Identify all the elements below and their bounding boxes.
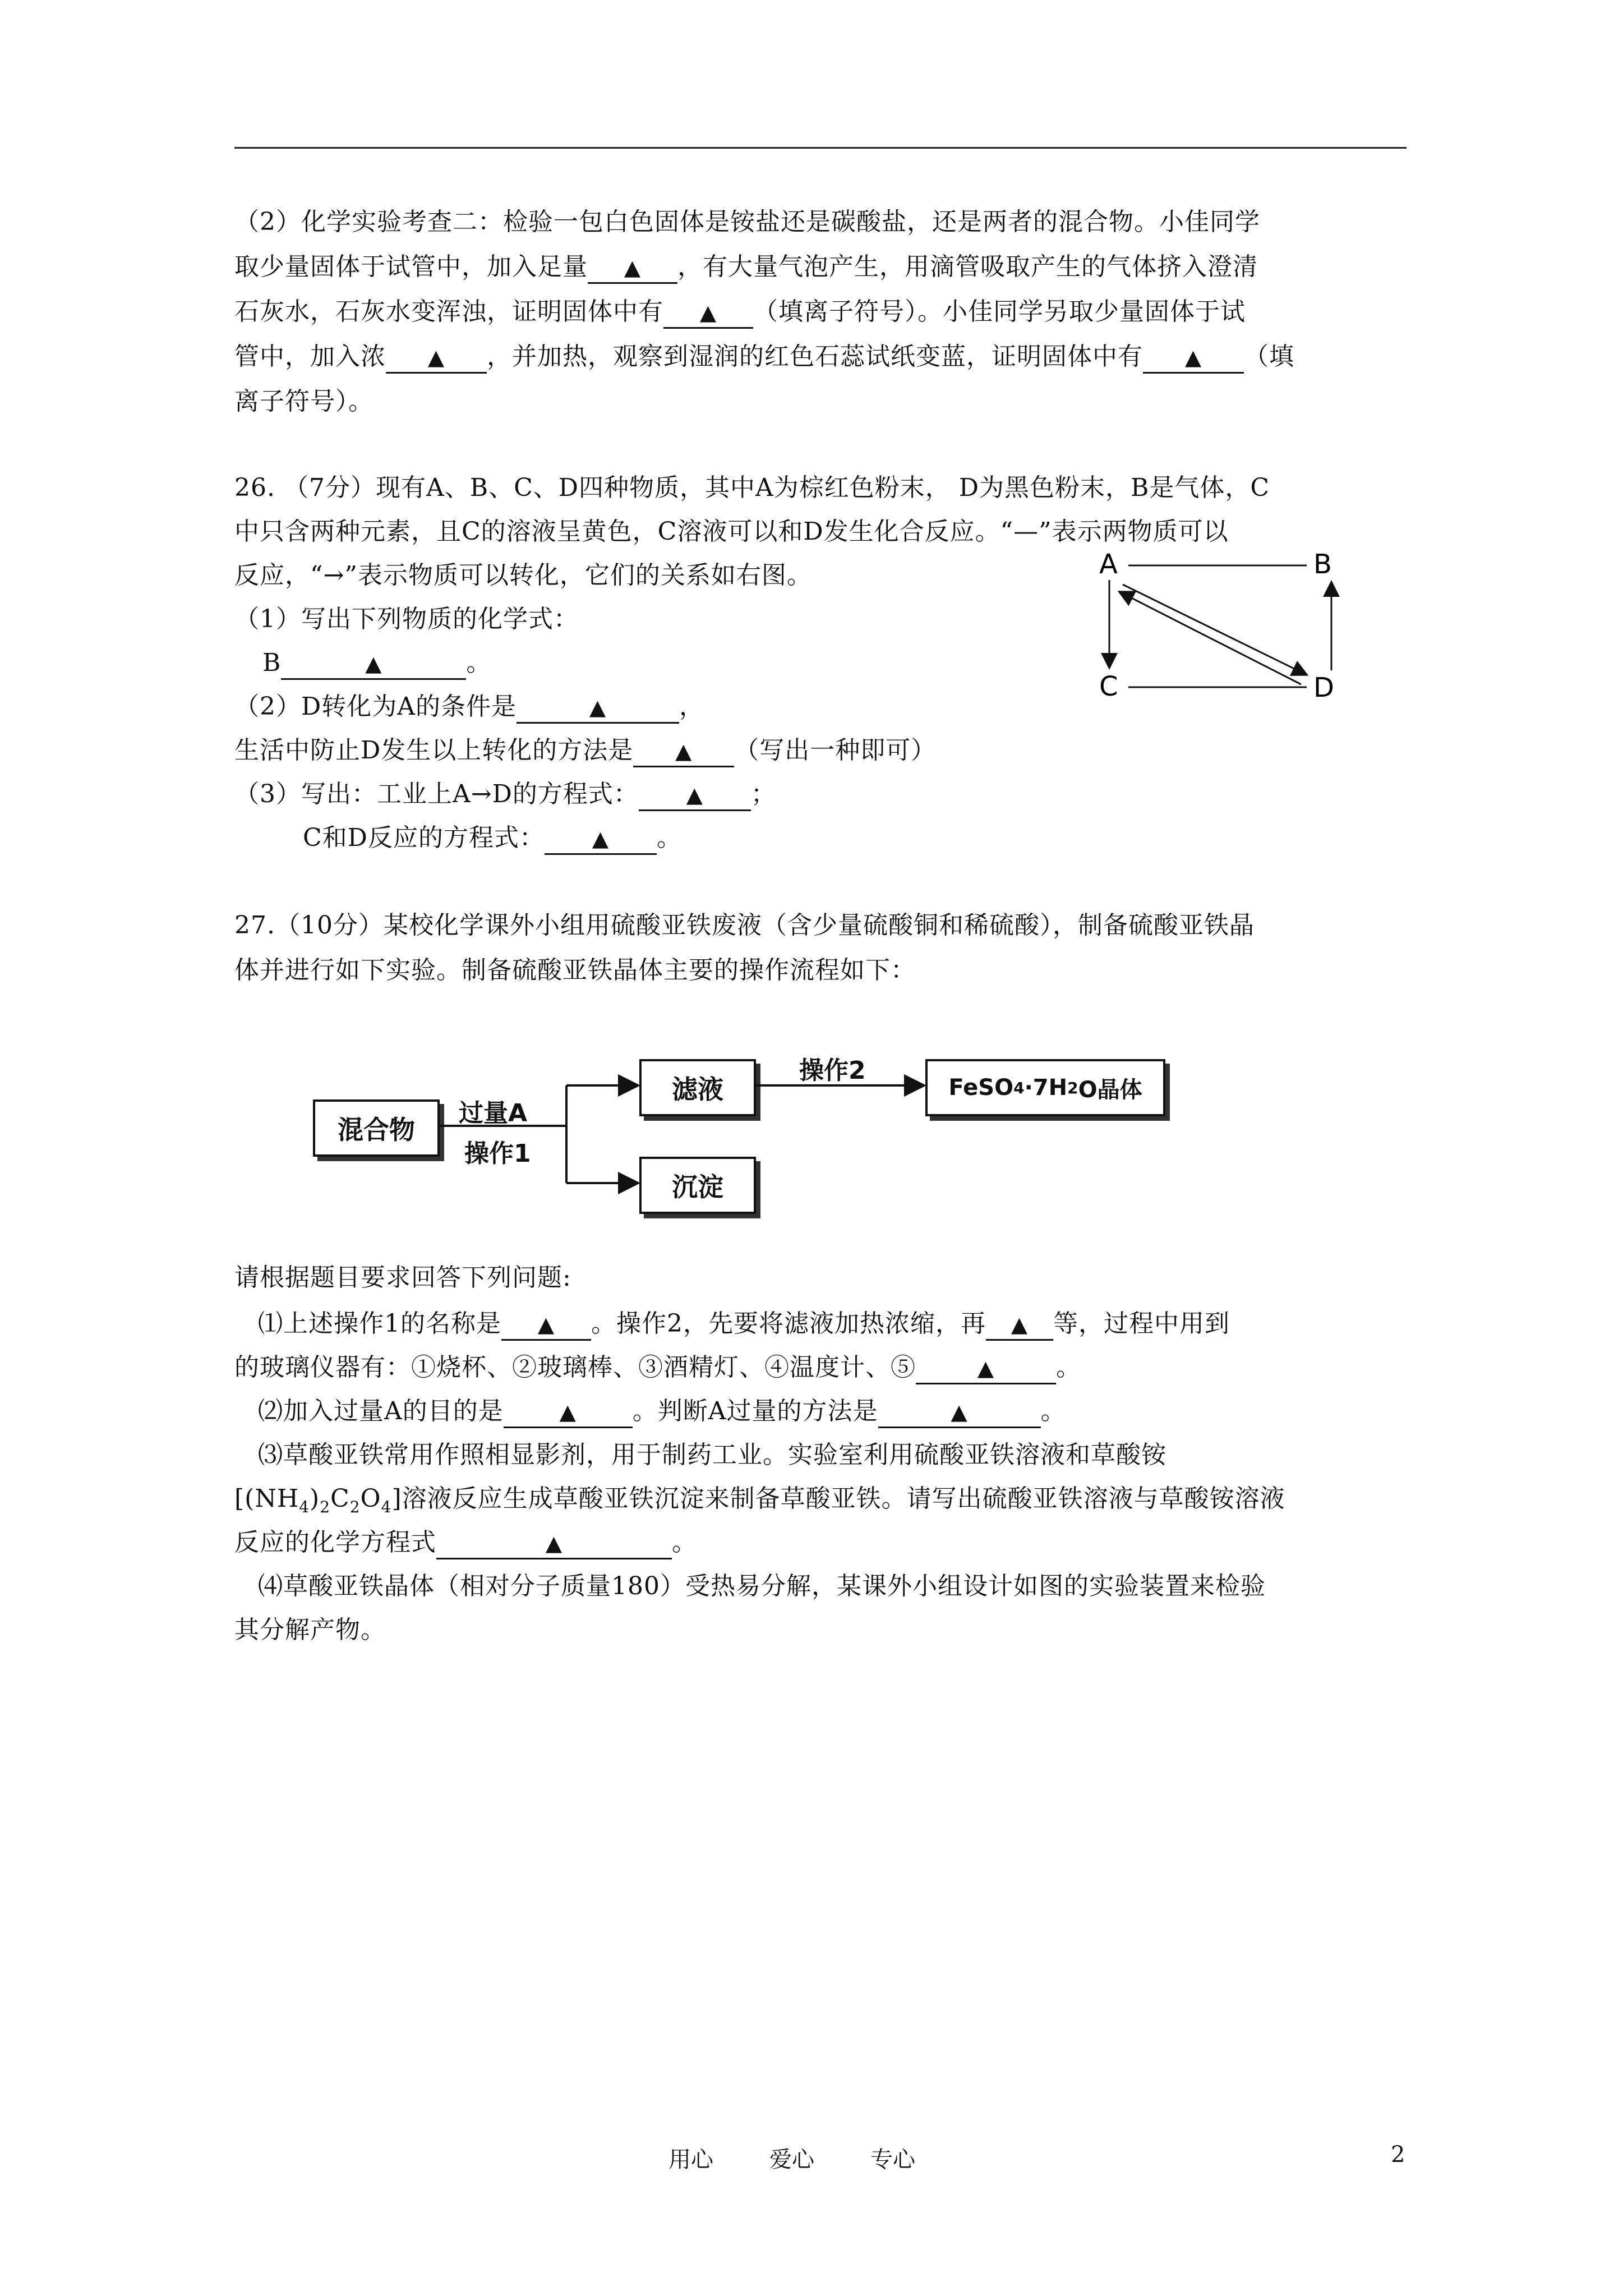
label-op1: 操作1 bbox=[464, 1139, 531, 1168]
answer-blank[interactable]: ▲ bbox=[386, 342, 487, 374]
label-op2: 操作2 bbox=[799, 1056, 866, 1085]
q26-line-5: B ▲ 。 bbox=[262, 646, 491, 680]
label-excess-a: 过量A bbox=[459, 1099, 528, 1128]
node-c: C bbox=[1099, 671, 1118, 702]
footer-word-1: 用心 bbox=[668, 2147, 713, 2173]
q27-p4-line-2: 其分解产物。 bbox=[234, 1616, 386, 1644]
answer-blank[interactable]: ▲ bbox=[663, 297, 753, 329]
answer-blank[interactable]: ▲ bbox=[588, 252, 677, 284]
q27-p1-line-2: 的玻璃仪器有：①烧杯、②玻璃棒、③酒精灯、④温度计、⑤ ▲ 。 bbox=[234, 1351, 1081, 1384]
node-a: A bbox=[1099, 549, 1118, 580]
page-number: 2 bbox=[1391, 2142, 1405, 2168]
q27-p1-line-1: ⑴上述操作1的名称是 ▲ 。操作2，先要将滤液加热浓缩，再 ▲ 等，过程中用到 bbox=[258, 1307, 1230, 1341]
q26-line-7: 生活中防止D发生以上转化的方法是 ▲ （写出一种即可） bbox=[234, 734, 936, 767]
q25-2-line-2: 取少量固体于试管中，加入足量 ▲ ，有大量气泡产生，用滴管吸取产生的气体挤入澄清 bbox=[234, 250, 1258, 284]
q27-line-2: 体并进行如下实验。制备硫酸亚铁晶体主要的操作流程如下： bbox=[234, 956, 916, 984]
q26-line-3: 反应，“→”表示物质可以转化，它们的关系如右图。 bbox=[234, 561, 812, 590]
q25-2-line-1: （2）化学实验考查二：检验一包白色固体是铵盐还是碳酸盐，还是两者的混合物。小佳同学 bbox=[234, 208, 1260, 236]
q26-line-9: C和D反应的方程式： ▲ 。 bbox=[303, 821, 682, 855]
answer-blank[interactable]: ▲ bbox=[916, 1353, 1056, 1384]
answer-blank[interactable]: ▲ bbox=[633, 736, 734, 767]
footer-word-3: 专心 bbox=[870, 2147, 915, 2173]
answer-blank[interactable]: ▲ bbox=[436, 1528, 672, 1559]
q26-line-6: （2）D转化为A的条件是 ▲ ， bbox=[234, 690, 704, 724]
footer-word-2: 爱心 bbox=[769, 2147, 814, 2173]
answer-blank[interactable]: ▲ bbox=[501, 1309, 591, 1341]
box-product: FeSO 4 ·7H 2 O晶体 bbox=[925, 1059, 1165, 1116]
answer-blank[interactable]: ▲ bbox=[986, 1309, 1053, 1341]
q25-2-line-4: 管中，加入浓 ▲ ，并加热，观察到湿润的红色石蕊试纸变蓝，证明固体中有 ▲ （填 bbox=[234, 340, 1294, 374]
q27-p4-line-1: ⑷草酸亚铁晶体（相对分子质量180）受热易分解，某课外小组设计如图的实验装置来检验 bbox=[258, 1572, 1266, 1600]
answer-blank[interactable]: ▲ bbox=[504, 1397, 633, 1428]
q27-p2: ⑵加入过量A的目的是 ▲ 。判断A过量的方法是 ▲ 。 bbox=[258, 1395, 1066, 1428]
box-precipitate: 沉淀 bbox=[639, 1157, 756, 1214]
q26-line-4: （1）写出下列物质的化学式： bbox=[234, 605, 579, 633]
answer-blank[interactable]: ▲ bbox=[878, 1397, 1041, 1428]
box-filtrate: 滤液 bbox=[639, 1059, 756, 1116]
node-d: D bbox=[1313, 672, 1334, 703]
q26-line-8: （3）写出：工业上A→D的方程式： ▲ ； bbox=[234, 777, 776, 811]
q26-line-1: 26. （7分）现有A、B、C、D四种物质，其中A为棕红色粉末， D为黑色粉末，B是气体，C bbox=[234, 473, 1270, 502]
answer-blank[interactable]: ▲ bbox=[545, 823, 657, 855]
q27-line-1: 27.（10分）某校化学课外小组用硫酸亚铁废液（含少量硫酸铜和稀硫酸），制备硫酸亚铁晶 bbox=[234, 911, 1255, 940]
q27-intro: 请根据题目要求回答下列问题: bbox=[234, 1263, 571, 1292]
q25-2-line-3: 石灰水，石灰水变浑浊，证明固体中有 ▲ （填离子符号）。小佳同学另取少量固体于试 bbox=[234, 295, 1246, 329]
q27-p3-line-2: $[(NH_4)_2C_2O_4]$溶液反应生成草酸亚铁沉淀来制备草酸亚铁。请写出硫酸亚铁溶液与草酸铵溶液 bbox=[234, 1484, 1285, 1516]
answer-blank[interactable]: ▲ bbox=[281, 648, 466, 680]
box-mixture: 混合物 bbox=[313, 1099, 440, 1157]
q25-2-line-5: 离子符号）。 bbox=[234, 387, 374, 416]
node-b: B bbox=[1313, 549, 1332, 580]
answer-blank[interactable]: ▲ bbox=[639, 780, 751, 811]
answer-blank[interactable]: ▲ bbox=[1143, 342, 1244, 374]
q27-p3-line-1: ⑶草酸亚铁常用作照相显影剂，用于制药工业。实验室利用硫酸亚铁溶液和草酸铵 bbox=[258, 1441, 1166, 1469]
answer-blank[interactable]: ▲ bbox=[517, 692, 679, 724]
q26-line-2: 中只含两种元素，且C的溶液呈黄色，C溶液可以和D发生化合反应。“—”表示两物质可以 bbox=[234, 517, 1229, 546]
q27-p3-line-3: 反应的化学方程式 ▲ 。 bbox=[234, 1526, 697, 1559]
